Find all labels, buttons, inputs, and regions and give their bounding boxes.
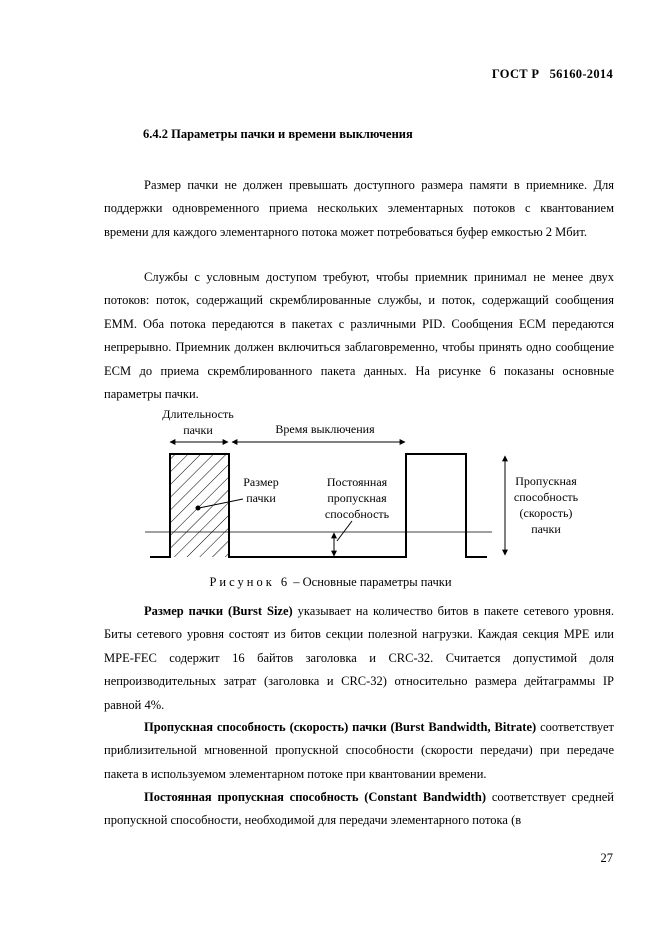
label-burst-bw-line1: Пропускная [515,474,577,488]
burst-size-dot [196,506,201,511]
constant-bandwidth-definition: соответствует средней пропускной способности, необходимой для передачи элементарного потока (в [104,790,614,828]
paragraph-conditional-access: Службы с условным доступом требуют, чтобы приемник принимал не менее двух потоков: поток, содержащий скремблированные службы, и поток, содержащий сообщения EMM. Оба потока передаются в пакетах с различными PID. Сообщения ECM передаются непрерывно. Приемник должен включиться заблаговременно, чтобы принять одно сообщение ECM до приема скремблированного пакета данных. На рисунке 6 показаны основные параметры пачки. [104,270,614,402]
term-burst-bandwidth: Пропускная способность (скорость) пачки (Burst Bandwidth, Bitrate) [144,720,537,734]
paragraph-burst-size-memory: Размер пачки не должен превышать доступного размера памяти в приемнике. Для поддержки одновременного приема нескольких элементарных потоков с квантованием времени для каждого элементарного потока может потребоваться буфер емкостью 2 Мбит. [104,178,614,239]
paragraph-constant-bandwidth [104,786,614,833]
label-burst-bw-line4: пачки [531,522,561,536]
label-burst-size-line1: Размер [243,475,279,489]
label-off-time: Время выключения [275,422,375,436]
burst-bandwidth-definition: соответствует приблизительной мгновенной пропускной способности (скорости передачи) при передаче пакета в используемом элементарном потоке при квантовании времени. [104,720,614,781]
label-constant-bw-line3: способность [324,507,390,521]
hatched-burst [170,454,229,557]
term-burst-size: Размер пачки (Burst Size) [144,604,293,618]
figure-caption-text: – Основные параметры пачки [290,575,452,589]
label-burst-bw-line2: способность [513,490,579,504]
page-number: 27 [600,851,613,865]
figure-caption-number: Рисунок 6 [209,575,291,589]
document-header: ГОСТ Р 56160-2014 [491,67,613,81]
figure-caption [0,575,661,590]
paragraph-burst-bandwidth [104,716,614,786]
paragraph-burst-size [104,600,614,717]
label-constant-bw-line1: Постоянная [326,475,388,489]
section-title: 6.4.2 Параметры пачки и времени выключения [143,127,413,141]
term-constant-bandwidth: Постоянная пропускная способность (Constant Bandwidth) [144,790,487,804]
burst-size-definition: указывает на количество битов в пакете сетевого уровня. Биты сетевого уровня состоят из битов секции полезной нагрузки. Каждая секция MPE или MPE-FEC содержит 16 байтов заголовка и CRC-32. Считается допустимой доля непроизводительных затрат (заголовка и CRC-32) относительно размера дейтаграммы IP равной 4%. [104,604,614,712]
label-burst-size-line2: пачки [246,491,276,505]
label-burst-duration-line1: Длительность [162,407,234,421]
label-burst-duration-line2: пачки [183,423,213,437]
label-burst-bw-line3: (скорость) [519,506,573,520]
label-constant-bw-line2: пропускная [327,491,387,505]
burst-parameters-figure [0,400,661,570]
constant-bw-pointer [337,521,352,541]
